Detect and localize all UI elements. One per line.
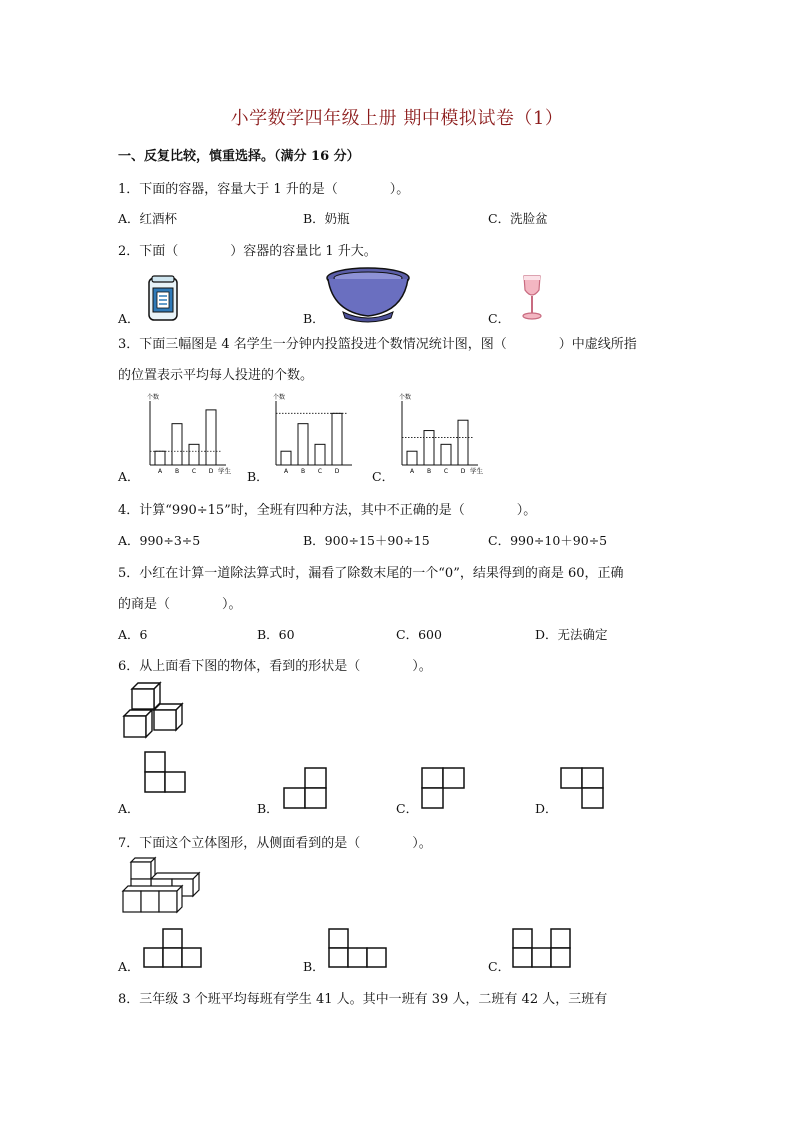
y-axis-label: 个数	[147, 394, 160, 401]
bar-D	[458, 420, 468, 465]
q6-shape-d	[560, 767, 604, 809]
bar-B	[298, 424, 308, 465]
q6-shape-b	[283, 767, 327, 809]
q4-option-b[interactable]: B．900÷15＋90÷15	[303, 533, 430, 548]
q7-option-a[interactable]: A．	[118, 959, 140, 974]
q3-option-c[interactable]: C．	[372, 469, 395, 484]
x-axis-label: 学生	[218, 467, 231, 475]
bar-B	[424, 431, 434, 465]
q3-option-b[interactable]: B．	[247, 469, 269, 484]
q6-option-a[interactable]: A．	[118, 801, 140, 816]
question-6: 6．从上面看下图的物体，看到的形状是（ ）。	[118, 659, 432, 674]
wine-glass-icon	[518, 274, 546, 322]
bar-D	[332, 413, 342, 465]
q6-shape-a	[144, 751, 186, 793]
bar-C	[441, 444, 451, 465]
tick-label-B: B	[300, 468, 306, 475]
tick-label-C: C	[317, 468, 323, 475]
q1-option-b[interactable]: B．奶瓶	[303, 211, 350, 226]
bar-chart-a	[140, 395, 240, 477]
question-8: 8．三年级 3 个班平均每班有学生 41 人。其中一班有 39 人，二班有 42 人，三班有	[118, 992, 608, 1007]
bar-C	[315, 444, 325, 465]
q7-option-c[interactable]: C．	[488, 959, 511, 974]
wash-basin-icon	[325, 266, 411, 324]
question-3-line1: 3．下面三幅图是 4 名学生一分钟内投篮投进个数情况统计图，图（ ）中虚线所指	[118, 337, 637, 352]
q7-shape-c	[512, 928, 572, 968]
solid-figure	[120, 857, 202, 915]
q4-option-a[interactable]: A．990÷3÷5	[118, 533, 201, 548]
question-4: 4．计算“990÷15”时，全班有四种方法，其中不正确的是（ ）。	[118, 503, 537, 518]
q5-option-b[interactable]: B．60	[257, 627, 295, 642]
q2-option-b[interactable]: B．	[303, 311, 325, 326]
bar-A	[155, 451, 165, 465]
q2-option-c[interactable]: C．	[488, 311, 511, 326]
q4-option-c[interactable]: C．990÷10＋90÷5	[488, 533, 608, 548]
tick-label-D: D	[460, 468, 466, 475]
q1-option-a[interactable]: A．红酒杯	[118, 211, 178, 226]
bar-B	[172, 424, 182, 465]
question-7: 7．下面这个立体图形，从侧面看到的是（ ）。	[118, 836, 432, 851]
question-3-line2: 的位置表示平均每人投进的个数。	[118, 368, 314, 383]
bar-chart-c	[392, 395, 492, 477]
question-5-line2: 的商是（ ）。	[118, 597, 242, 612]
q7-option-b[interactable]: B．	[303, 959, 325, 974]
section-heading: 一、反复比较，慎重选择。（满分 16 分）	[118, 149, 360, 164]
q5-option-d[interactable]: D．无法确定	[535, 627, 608, 642]
tick-label-B: B	[426, 468, 432, 475]
q5-option-a[interactable]: A．6	[118, 627, 148, 642]
q6-option-d[interactable]: D．	[535, 801, 558, 816]
bar-chart-b	[266, 395, 366, 477]
page-title: 小学数学四年级上册 期中模拟试卷（1）	[230, 108, 564, 129]
q3-option-a[interactable]: A．	[118, 469, 140, 484]
milk-carton-icon	[147, 274, 179, 322]
q7-shape-a	[143, 928, 203, 968]
tick-label-A: A	[283, 468, 289, 475]
bar-D	[206, 410, 216, 465]
question-1: 1．下面的容器，容量大于 1 升的是（ ）。	[118, 182, 410, 197]
bar-A	[407, 451, 417, 465]
q5-option-c[interactable]: C．600	[396, 627, 442, 642]
y-axis-label: 个数	[399, 394, 412, 401]
q2-option-a[interactable]: A．	[118, 311, 140, 326]
tick-label-B: B	[174, 468, 180, 475]
tick-label-D: D	[334, 468, 340, 475]
q6-option-c[interactable]: C．	[396, 801, 419, 816]
q6-option-b[interactable]: B．	[257, 801, 279, 816]
q6-shape-c	[421, 767, 465, 809]
cube-stack-figure	[122, 683, 186, 739]
x-axis-label: 学生	[470, 467, 483, 475]
question-2: 2．下面（ ）容器的容量比 1 升大。	[118, 244, 377, 259]
tick-label-C: C	[191, 468, 197, 475]
bar-A	[281, 451, 291, 465]
y-axis-label: 个数	[273, 394, 286, 401]
q1-option-c[interactable]: C．洗脸盆	[488, 211, 548, 226]
tick-label-A: A	[157, 468, 163, 475]
tick-label-D: D	[208, 468, 214, 475]
question-5-line1: 5．小红在计算一道除法算式时，漏看了除数末尾的一个“0”，结果得到的商是 60，正确	[118, 566, 624, 581]
bar-C	[189, 444, 199, 465]
q7-shape-b	[328, 928, 388, 968]
tick-label-C: C	[443, 468, 449, 475]
tick-label-A: A	[409, 468, 415, 475]
